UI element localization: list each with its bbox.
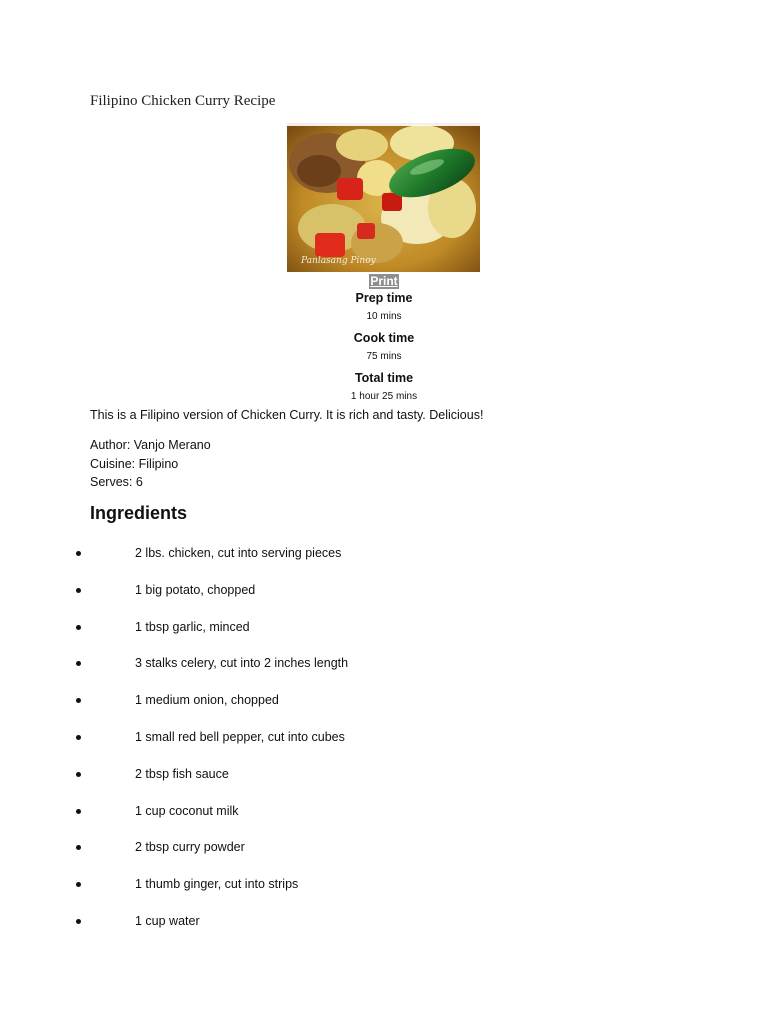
ingredient-item — [0, 655, 768, 692]
bullet-icon — [76, 772, 81, 777]
ingredient-item — [0, 545, 768, 582]
cook-time-value: 75 mins — [366, 351, 402, 362]
recipe-cuisine: Cuisine: Filipino — [90, 456, 179, 471]
recipe-photo — [287, 123, 480, 272]
ingredient-item — [0, 729, 768, 766]
recipe-author: Author: Vanjo Merano — [90, 438, 211, 452]
ingredient-item — [0, 766, 768, 803]
ingredient-text: 2 lbs. chicken, cut into serving pieces — [135, 546, 342, 560]
ingredient-item — [0, 839, 768, 876]
ingredient-text: 1 cup coconut milk — [135, 803, 239, 818]
bullet-icon — [76, 625, 81, 630]
ingredient-text: 3 stalks celery, cut into 2 inches length — [135, 656, 349, 671]
ingredients-heading: Ingredients — [90, 503, 188, 523]
ingredient-text: 2 tbsp fish sauce — [135, 766, 229, 781]
ingredient-text: 1 cup water — [135, 913, 200, 928]
cook-time-label: Cook time — [353, 331, 415, 345]
photo-watermark: Panlasang Pinoy — [301, 256, 376, 266]
ingredient-item — [0, 876, 768, 913]
ingredient-item — [0, 692, 768, 729]
ingredient-text: 1 small red bell pepper, cut into cubes — [135, 729, 345, 744]
bullet-icon — [76, 661, 81, 666]
total-time-label: Total time — [354, 371, 414, 385]
ingredient-text: 1 tbsp garlic, minced — [135, 619, 250, 634]
bullet-icon — [76, 735, 81, 740]
page-title: Filipino Chicken Curry Recipe — [90, 93, 276, 109]
ingredient-item — [0, 803, 768, 840]
bullet-icon — [76, 551, 81, 556]
bullet-icon — [76, 698, 81, 703]
ingredient-text: 2 tbsp curry powder — [135, 840, 245, 855]
bullet-icon — [76, 809, 81, 814]
recipe-meta — [90, 436, 211, 492]
ingredient-text: 1 big potato, chopped — [135, 582, 256, 597]
ingredient-item — [0, 619, 768, 656]
bullet-icon — [76, 882, 81, 887]
recipe-times — [0, 290, 768, 410]
recipe-description: This is a Filipino version of Chicken Curry. It is rich and tasty. Delicious! — [90, 408, 484, 422]
ingredient-text: 1 thumb ginger, cut into strips — [135, 877, 299, 892]
bullet-icon — [76, 919, 81, 924]
bullet-icon — [76, 845, 81, 850]
total-time-value: 1 hour 25 mins — [350, 391, 418, 402]
recipe-serves: Serves: 6 — [90, 475, 143, 489]
prep-time-label: Prep time — [355, 291, 413, 305]
print-button[interactable]: Print — [370, 274, 398, 288]
ingredient-text: 1 medium onion, chopped — [135, 693, 279, 708]
ingredients-list — [0, 545, 768, 950]
prep-time-value: 10 mins — [366, 311, 402, 322]
bullet-icon — [76, 588, 81, 593]
ingredient-item — [0, 913, 768, 950]
ingredient-item — [0, 582, 768, 619]
print-link-row — [0, 272, 768, 290]
